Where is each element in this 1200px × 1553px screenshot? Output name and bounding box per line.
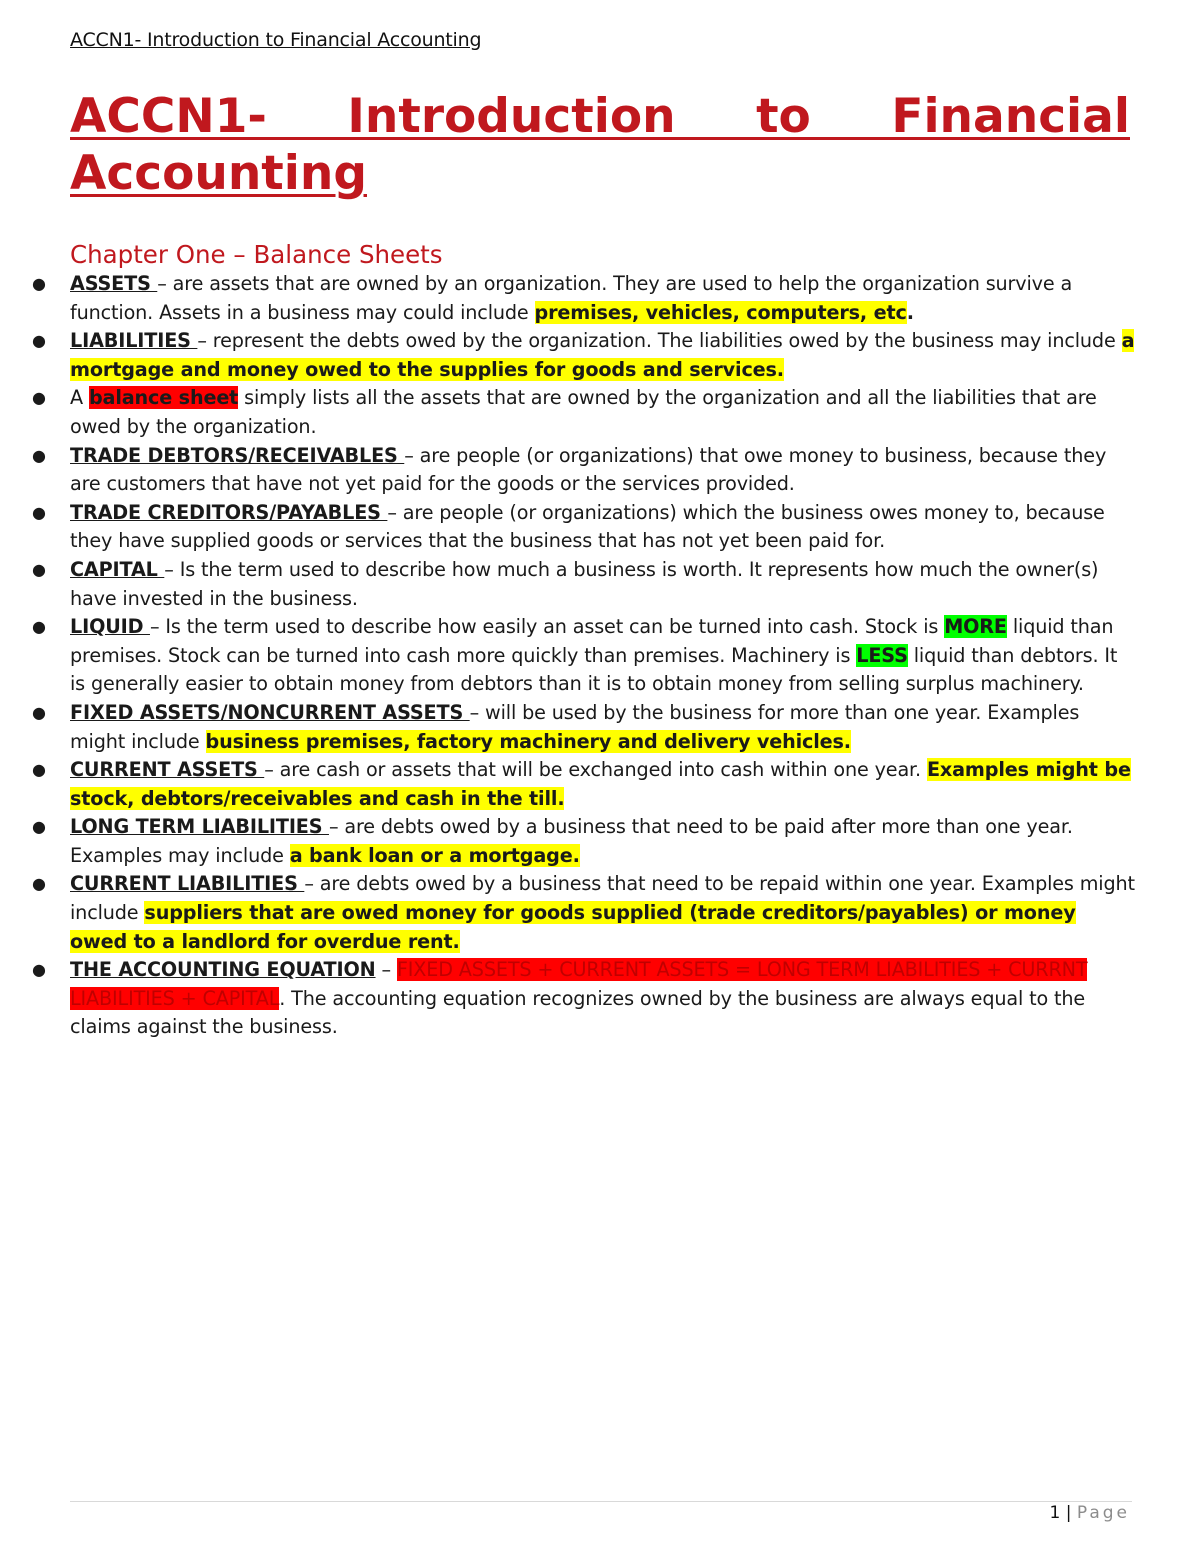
definition-text: – Is the term used to describe how much a business is worth. It represents how much the owner(s) have invested in the business. — [70, 557, 1099, 610]
definition-text: – will be used by the business for more than one year. Examples might include — [70, 700, 1080, 753]
bullet-icon: ● — [32, 559, 46, 579]
list-item-liabilities — [32, 327, 1135, 384]
bullet-icon: ● — [32, 274, 46, 293]
term-label: CURRENT ASSETS — [70, 758, 265, 782]
term-label: TRADE DEBTORS/RECEIVABLES — [70, 443, 405, 467]
document-title: ACCN1- Introduction to Financial Accounting — [70, 89, 1130, 201]
definition-text: simply lists all the assets that are owned by the organization and all the liabilities that are owed by the organization. — [70, 386, 1097, 438]
highlighted-text: balance sheet — [88, 386, 239, 410]
term-label: THE ACCOUNTING EQUATION — [70, 958, 376, 982]
term-label: LONG TERM LIABILITIES — [70, 815, 329, 839]
list-item-trade-creditors — [32, 499, 1135, 556]
bullet-icon: ● — [32, 760, 46, 780]
list-item-long-term-liabilities — [32, 813, 1135, 870]
page-number: 1 — [1049, 1503, 1061, 1523]
highlighted-text: business premises, factory machinery and delivery vehicles. — [205, 729, 851, 753]
list-item-fixed-assets — [32, 699, 1135, 756]
term-label: ASSETS — [70, 272, 158, 295]
definition-text: – are people (or organizations) that owe money to business, because they are customers that have not yet paid for the goods or the services provided. — [70, 443, 1107, 496]
bullet-icon: ● — [32, 702, 46, 722]
definition-text: – are people (or organizations) which the business owes money to, because they have supplied goods or services that the business that has not yet been paid for. — [70, 500, 1105, 553]
definition-text: – are debts owed by a business that need to be paid after more than one year. Examples may include — [70, 815, 1073, 867]
list-item-accounting-equation — [32, 956, 1135, 1042]
highlighted-equation: FIXED ASSETS + CURRENT ASSETS = LONG TERM LIABILITIES + CURRNT LIABILITIES + CAPITAL — [70, 958, 1088, 1010]
list-item-balance-sheet — [32, 384, 1135, 441]
chapter-heading: Chapter One – Balance Sheets — [70, 240, 443, 269]
highlighted-text: LESS — [856, 643, 908, 667]
highlighted-text: Examples might be stock, debtors/receivables and cash in the till. — [70, 758, 1131, 810]
definition-text: – are assets that are owned by an organization. They are used to help the organization survive a function. Assets in a business may could include — [70, 272, 1073, 324]
bullet-icon: ● — [32, 960, 46, 980]
bullet-icon: ● — [32, 617, 46, 637]
running-header: ACCN1- Introduction to Financial Accounting — [70, 29, 482, 51]
term-label: CAPITAL — [70, 557, 165, 581]
footer-divider — [70, 1501, 1132, 1502]
term-label: LIABILITIES — [70, 329, 198, 353]
bullet-icon: ● — [32, 445, 46, 465]
definition-text: – Is the term used to describe how easily an asset can be turned into cash. Stock is — [149, 615, 945, 639]
list-item-liquid — [32, 613, 1135, 699]
bullet-icon: ● — [32, 331, 46, 351]
definition-text: – are cash or assets that will be exchanged into cash within one year. — [264, 758, 927, 782]
definition-text: – are debts owed by a business that need to be repaid within one year. Examples might include — [70, 872, 1135, 925]
list-item-trade-debtors — [32, 442, 1135, 499]
list-item-assets — [32, 270, 1135, 327]
highlighted-text: a mortgage and money owed to the supplies for goods and services. — [70, 329, 1135, 381]
highlighted-text: suppliers that are owed money for goods supplied (trade creditors/payables) or money owed to a landlord for overdue rent. — [70, 901, 1076, 953]
term-label: CURRENT LIABILITIES — [70, 872, 305, 896]
definition-text: . — [906, 300, 914, 324]
definition-list — [32, 270, 1135, 1042]
highlighted-text: a bank loan or a mortgage. — [289, 843, 580, 867]
page-label: Page — [1076, 1503, 1130, 1523]
definition-text: liquid than debtors. It is generally easier to obtain money from debtors than it is to obtain money from selling surplus machinery. — [70, 643, 1118, 696]
list-item-current-liabilities — [32, 870, 1135, 956]
definition-text: . The accounting equation recognizes owned by the business are always equal to the claims against the business. — [70, 986, 1086, 1039]
term-label: FIXED ASSETS/NONCURRENT ASSETS — [70, 700, 470, 724]
list-item-current-assets — [32, 756, 1135, 813]
bullet-icon: ● — [32, 874, 46, 894]
definition-text: – represent the debts owed by the organization. The liabilities owed by the business may include — [197, 329, 1122, 353]
list-item-capital — [32, 556, 1135, 613]
bullet-icon: ● — [32, 388, 46, 408]
term-label: TRADE CREDITORS/PAYABLES — [70, 500, 388, 524]
definition-text: A — [70, 386, 89, 410]
bullet-icon: ● — [32, 502, 46, 522]
page-separator: | — [1060, 1503, 1077, 1523]
bullet-icon: ● — [32, 817, 46, 837]
page-footer — [1049, 1503, 1130, 1523]
highlighted-text: MORE — [944, 615, 1007, 639]
definition-text: liquid than premises. Stock can be turned into cash more quickly than premises. Machinery is — [70, 615, 1114, 667]
highlighted-text: premises, vehicles, computers, etc — [534, 300, 907, 324]
definition-text: – — [375, 958, 397, 982]
term-label: LIQUID — [70, 615, 150, 639]
